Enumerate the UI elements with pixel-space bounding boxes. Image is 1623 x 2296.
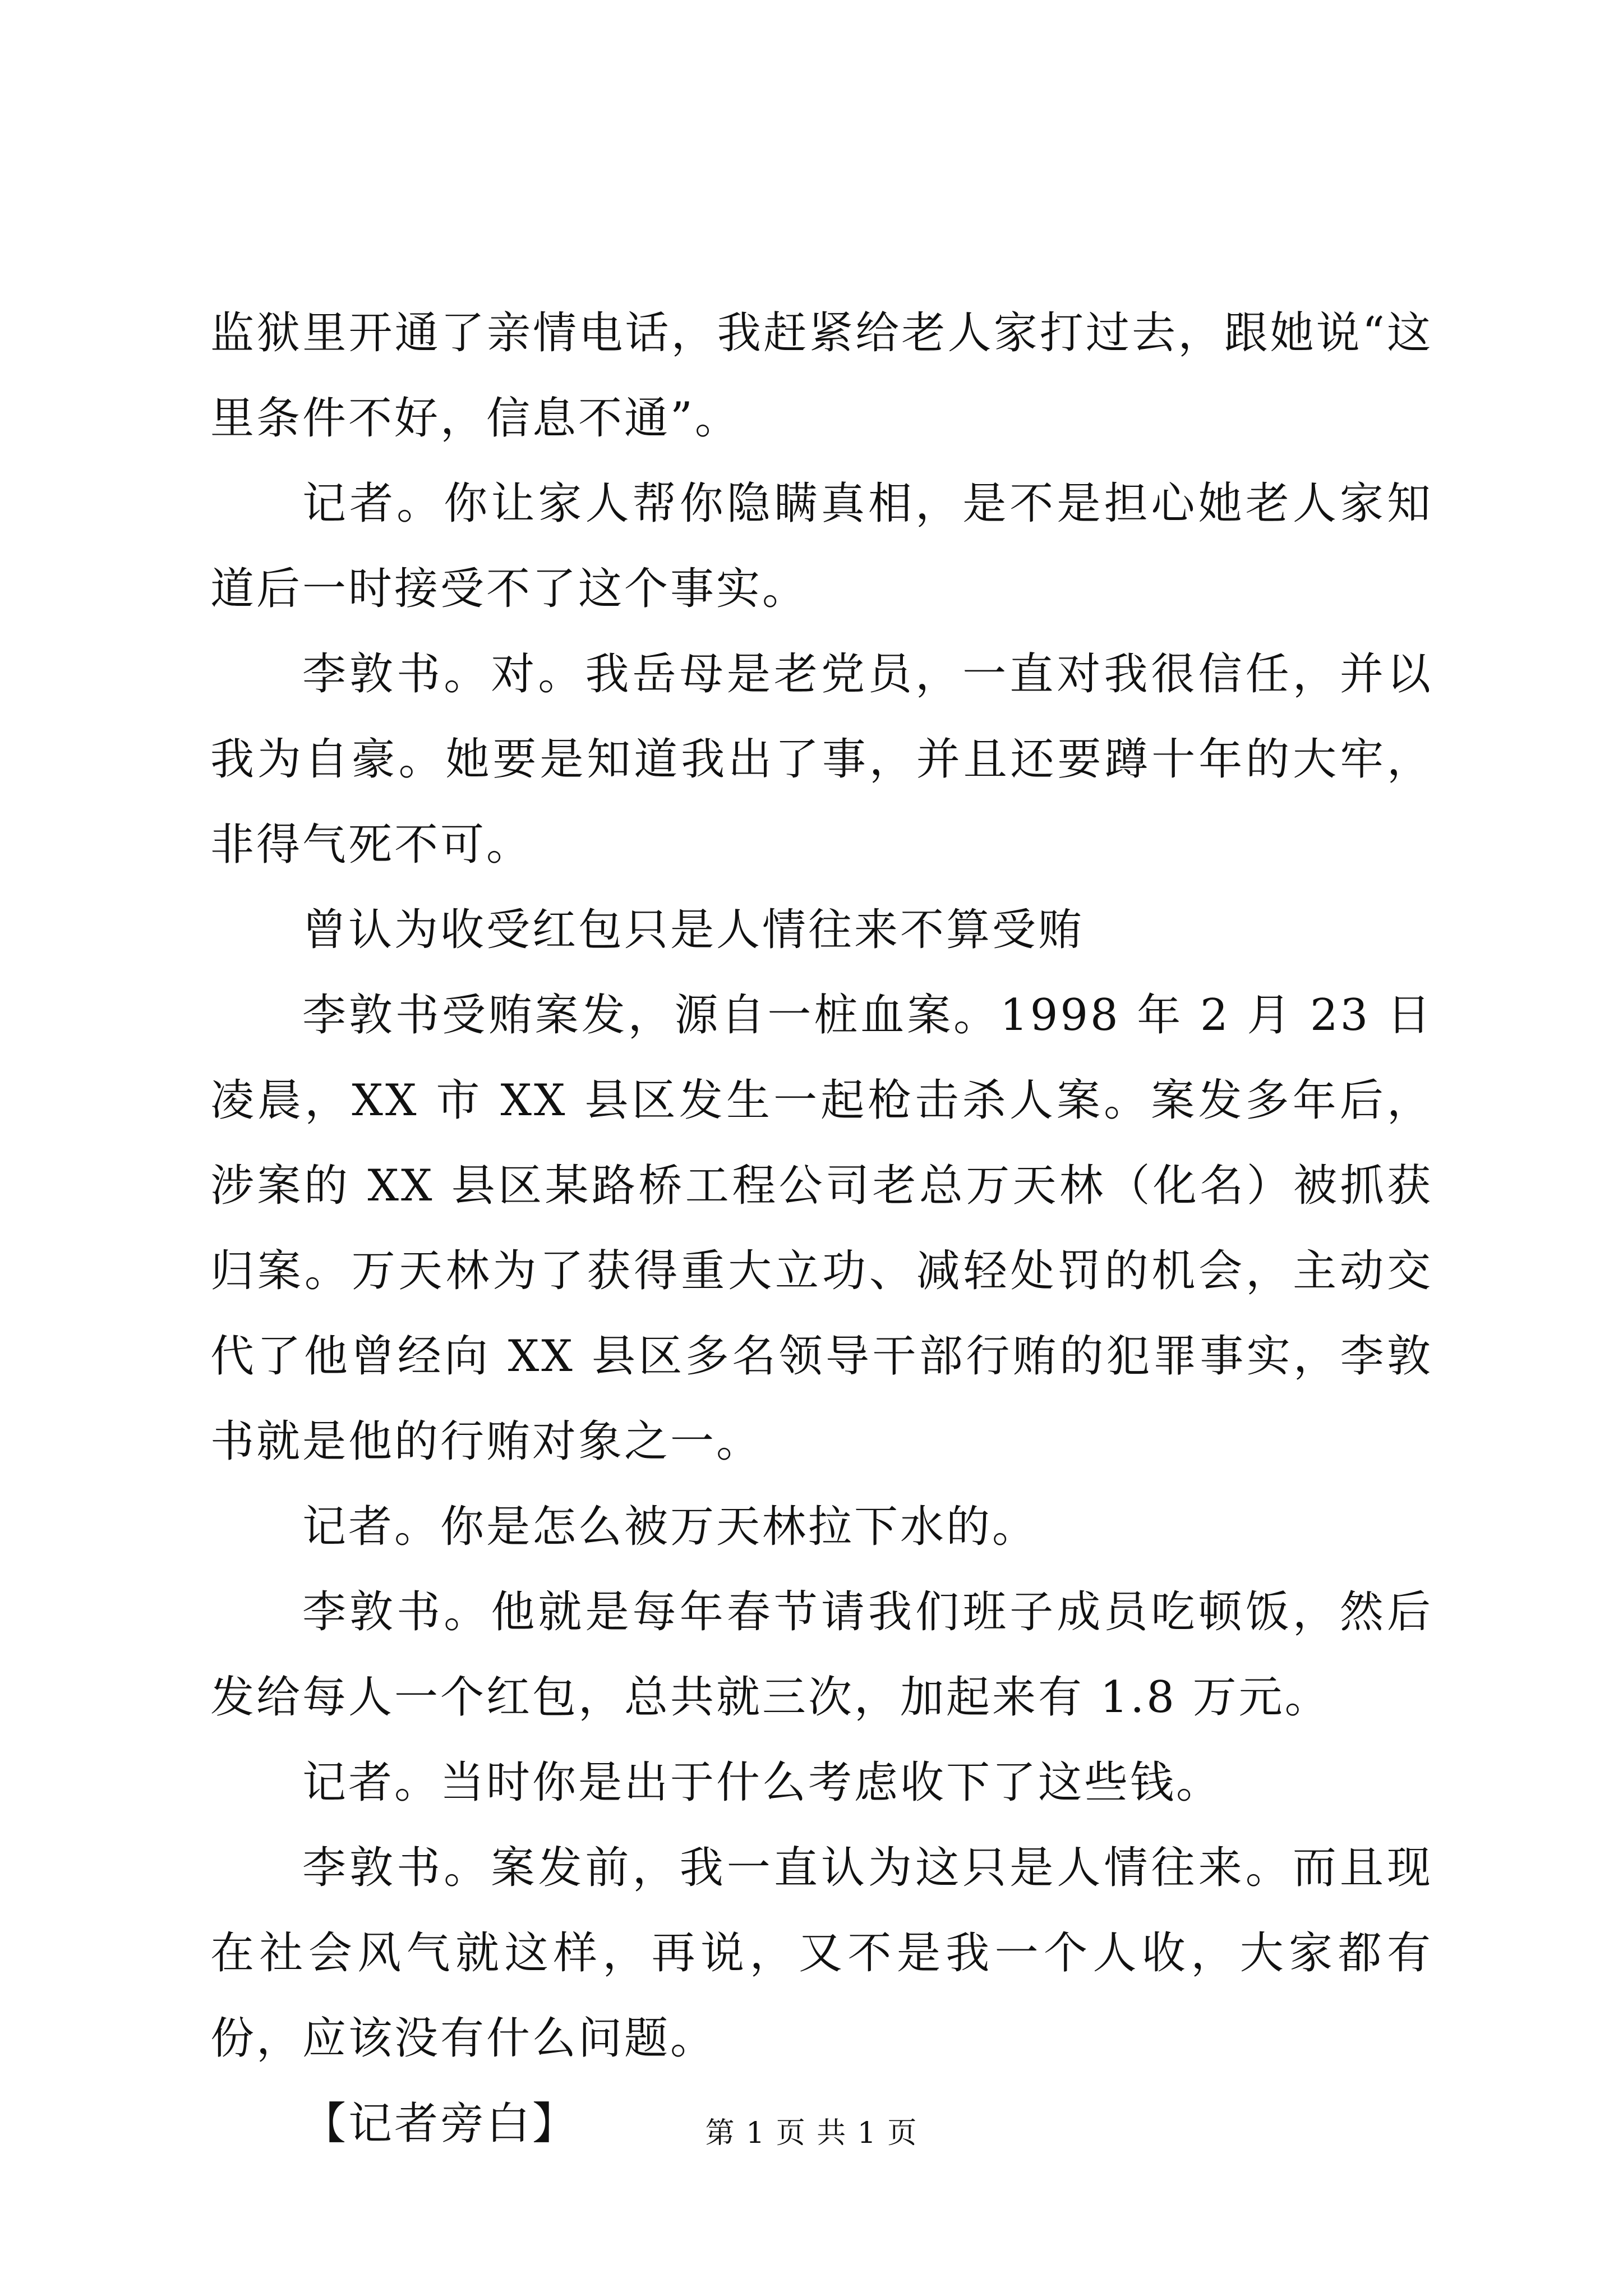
paragraph: 李敦书受贿案发，源自一桩血案。1998 年 2 月 23 日凌晨，XX 市 XX 县区发生一起枪击杀人案。案发多年后，涉案的 XX 县区某路桥工程公司老总万天林（化名）被抓获归案。万天林为了获得重大立功、减轻处罚的机会，主动交代了他曾经向 XX 县区多名领导干部行贿的犯罪事实，李敦书就是他的行贿对象之一。 (210, 990, 1433, 1467)
paragraph: 李敦书。对。我岳母是老党员，一直对我很信任，并以我为自豪。她要是知道我出了事，并且还要蹲十年的大牢，非得气死不可。 (210, 649, 1433, 870)
paragraph: 记者。你让家人帮你隐瞒真相，是不是担心她老人家知道后一时接受不了这个事实。 (210, 478, 1433, 614)
paragraph: 监狱里开通了亲情电话，我赶紧给老人家打过去，跟她说“这里条件不好，信息不通”。 (210, 308, 1433, 444)
section-heading: 曾认为收受红包只是人情往来不算受贿 (302, 905, 1085, 955)
document-body (210, 291, 1433, 2166)
paragraph: 记者。你是怎么被万天林拉下水的。 (302, 1502, 1039, 1552)
paragraph: 李敦书。案发前，我一直认为这只是人情往来。而且现在社会风气就这样，再说，又不是我一个人收，大家都有份，应该没有什么问题。 (210, 1843, 1433, 2064)
page-footer: 第 1 页 共 1 页 (705, 2116, 918, 2150)
paragraph: 记者。当时你是出于什么考虑收下了这些钱。 (302, 1757, 1223, 1808)
reporter-aside-heading: 【记者旁白】 (302, 2099, 579, 2149)
paragraph: 李敦书。他就是每年春节请我们班子成员吃顿饭，然后发给每人一个红包，总共就三次，加起来有 1.8 万元。 (210, 1587, 1433, 1723)
